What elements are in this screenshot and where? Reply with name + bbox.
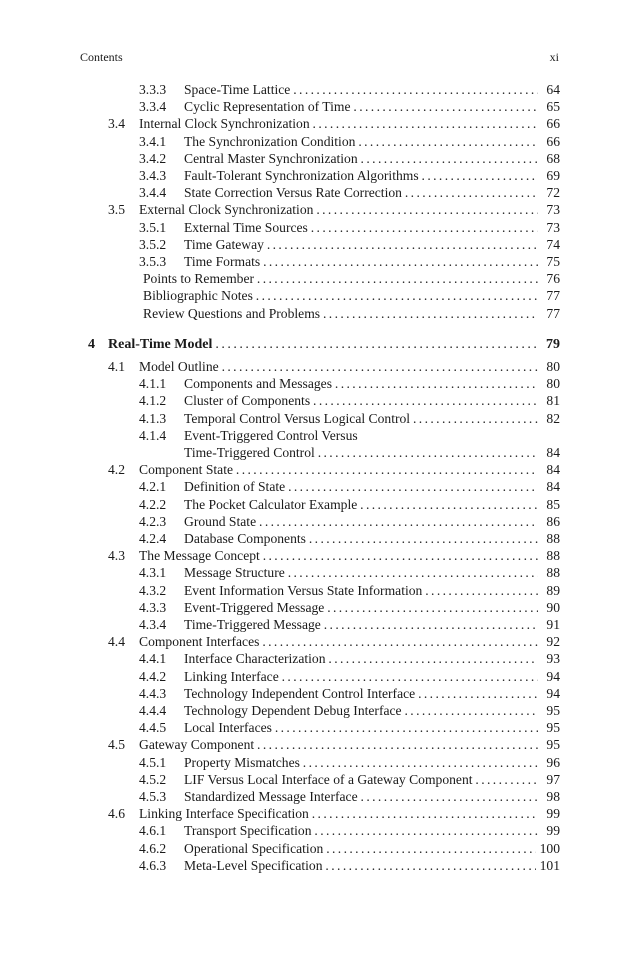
toc-entry-number: 3.3.4 xyxy=(139,99,167,115)
toc-entry-page: 85 xyxy=(542,496,560,514)
toc-entry-number: 4.6.2 xyxy=(139,840,167,856)
toc-subsection-entry[interactable] xyxy=(0,719,560,737)
toc-entry-title: Property Mismatches . . . xyxy=(184,754,538,772)
toc-entry-page: 77 xyxy=(542,305,560,323)
toc-subsection-entry[interactable] xyxy=(0,392,560,410)
toc-entry-title: Event Information Versus State Information . . . xyxy=(184,582,538,600)
toc-entry-number: 3.4.2 xyxy=(139,150,167,166)
toc-entry-page: 95 xyxy=(542,736,560,754)
toc-subsection-entry[interactable] xyxy=(0,650,560,668)
toc-entry-page: 96 xyxy=(542,754,560,772)
toc-entry-number: 4.4.3 xyxy=(139,685,167,701)
toc-entry-title: Components and Messages . . . xyxy=(184,375,538,393)
toc-subsection-entry[interactable] xyxy=(0,754,560,772)
toc-entry-number: 4.4 xyxy=(108,634,125,650)
toc-entry-number: 4.4.5 xyxy=(139,720,167,736)
toc-section-entry[interactable] xyxy=(0,805,560,823)
toc-entry-title: External Clock Synchronization . . . xyxy=(139,201,538,219)
toc-entry-number: 4.5 xyxy=(108,737,125,753)
toc-entry-title: Interface Characterization . . . xyxy=(184,650,538,668)
toc-entry-page: 88 xyxy=(542,530,560,548)
toc-subsection-entry[interactable] xyxy=(0,685,560,703)
toc-subsection-entry[interactable] xyxy=(0,253,560,271)
toc-entry-number: 3.3.3 xyxy=(139,82,167,97)
toc-entry-number: 4.2.4 xyxy=(139,531,167,546)
toc-subsection-entry[interactable] xyxy=(0,427,560,445)
toc-subsection-entry[interactable] xyxy=(0,410,560,428)
toc-entry-number: 4.4.4 xyxy=(139,703,167,718)
toc-entry-title: LIF Versus Local Interface of a Gateway Component . . . xyxy=(184,771,538,789)
toc-entry-title: Time-Triggered Control . . . xyxy=(184,444,538,462)
toc-entry-page: 82 xyxy=(542,410,560,428)
toc-entry-title: Database Components . . . xyxy=(184,530,538,548)
toc-subsection-entry[interactable] xyxy=(0,788,560,806)
toc-entry-title: Standardized Message Interface . . . xyxy=(184,788,538,806)
toc-entry-title: Component Interfaces . . . xyxy=(139,633,538,651)
toc-section-entry[interactable] xyxy=(0,358,560,376)
toc-entry-number: 4.1.2 xyxy=(139,393,167,409)
toc-entry-number: 4.6.1 xyxy=(139,823,167,839)
toc-entry-number: 4.3.3 xyxy=(139,599,167,615)
toc-entry-page: 99 xyxy=(542,822,560,840)
toc-entry-page: 68 xyxy=(542,150,560,168)
toc-entry-number: 3.4.1 xyxy=(139,133,167,149)
toc-entry-title: Cyclic Representation of Time . . . xyxy=(184,98,538,116)
toc-chapter-entry[interactable] xyxy=(0,336,560,354)
toc-entry-title: Time-Triggered Message . . . xyxy=(184,616,538,634)
toc-entry-page: 75 xyxy=(542,253,560,271)
toc-entry-page: 74 xyxy=(542,236,560,254)
toc-entry-page: 81 xyxy=(542,392,560,410)
toc-subsection-entry[interactable] xyxy=(0,444,560,462)
toc-entry-page: 84 xyxy=(542,444,560,462)
toc-entry-page: 94 xyxy=(542,685,560,703)
toc-subsection-entry[interactable] xyxy=(0,287,560,305)
toc-subsection-entry[interactable] xyxy=(0,822,560,840)
running-header-page-number: xi xyxy=(549,50,559,64)
toc-entry-title: Gateway Component . . . xyxy=(139,736,538,754)
toc-subsection-entry[interactable] xyxy=(0,840,560,858)
toc-entry-number: 3.4 xyxy=(108,116,125,132)
toc-entry-page: 69 xyxy=(542,167,560,185)
toc-subsection-entry[interactable] xyxy=(0,375,560,393)
toc-entry-page: 91 xyxy=(542,616,560,634)
toc-subsection-entry[interactable] xyxy=(0,219,560,237)
toc-entry-page: 98 xyxy=(542,788,560,806)
toc-section-entry[interactable] xyxy=(0,547,560,565)
toc-subsection-entry[interactable] xyxy=(0,150,560,168)
toc-subsection-entry[interactable] xyxy=(0,857,560,875)
toc-section-entry[interactable] xyxy=(0,115,560,133)
toc-entry-title: Cluster of Components . . . xyxy=(184,392,538,410)
toc-entry-number: 3.5.2 xyxy=(139,236,167,252)
toc-subsection-entry[interactable] xyxy=(0,668,560,686)
toc-entry-title: Ground State . . . xyxy=(184,513,538,531)
toc-entry-page: 100 xyxy=(536,840,560,858)
toc-subsection-entry[interactable] xyxy=(0,478,560,496)
toc-subsection-entry[interactable] xyxy=(0,270,560,288)
toc-entry-page: 73 xyxy=(542,201,560,219)
toc-subsection-entry[interactable] xyxy=(0,81,560,99)
toc-entry-title: Technology Independent Control Interface . . . xyxy=(184,685,538,703)
toc-section-entry[interactable] xyxy=(0,633,560,651)
toc-section-entry[interactable] xyxy=(0,201,560,219)
toc-entry-number: 4.1.4 xyxy=(139,427,167,443)
toc-entry-page: 95 xyxy=(542,719,560,737)
toc-entry-title: Technology Dependent Debug Interface . . . xyxy=(184,702,538,720)
toc-entry-number: 4 xyxy=(88,336,95,352)
toc-entry-page: 88 xyxy=(542,547,560,565)
toc-entry-title: Model Outline . . . xyxy=(139,358,538,376)
toc-subsection-entry[interactable] xyxy=(0,530,560,548)
toc-entry-page: 66 xyxy=(542,115,560,133)
toc-entry-title: Component State . . . xyxy=(139,461,538,479)
toc-entry-page: 76 xyxy=(542,270,560,288)
toc-entry-number: 4.2.1 xyxy=(139,479,167,495)
toc-entry-page: 95 xyxy=(542,702,560,720)
toc-entry-title: Space-Time Lattice . . . xyxy=(184,81,538,99)
toc-subsection-entry[interactable] xyxy=(0,496,560,514)
toc-entry-title: Event-Triggered Message . . . xyxy=(184,599,538,617)
toc-entry-page: 93 xyxy=(542,650,560,668)
toc-subsection-entry[interactable] xyxy=(0,513,560,531)
toc-entry-page: 66 xyxy=(542,133,560,151)
toc-section-entry[interactable] xyxy=(0,736,560,754)
toc-entry-title: Event-Triggered Control Versus xyxy=(184,427,358,443)
toc-entry-number: 4.3.4 xyxy=(139,617,167,632)
toc-entry-title: The Message Concept . . . xyxy=(139,547,538,565)
toc-entry-title: Points to Remember . . . xyxy=(143,270,538,288)
toc-entry-number: 4.2 xyxy=(108,462,125,478)
toc-entry-number: 4.4.2 xyxy=(139,668,167,684)
toc-entry-number: 3.5.1 xyxy=(139,219,167,235)
toc-entry-number: 3.4.4 xyxy=(139,185,167,201)
toc-entry-number: 4.5.2 xyxy=(139,771,167,787)
toc-entry-number: 4.2.2 xyxy=(139,496,167,512)
toc-entry-title: Operational Specification . . . xyxy=(184,840,538,858)
toc-subsection-entry[interactable] xyxy=(0,98,560,116)
toc-entry-number: 4.6.3 xyxy=(139,857,167,873)
toc-entry-title: Linking Interface . . . xyxy=(184,668,538,686)
toc-entry-page: 73 xyxy=(542,219,560,237)
toc-entry-page: 90 xyxy=(542,599,560,617)
toc-entry-page: 88 xyxy=(542,564,560,582)
toc-entry-number: 4.3.2 xyxy=(139,582,167,598)
toc-entry-number: 4.2.3 xyxy=(139,513,167,529)
toc-subsection-entry[interactable] xyxy=(0,184,560,202)
toc-subsection-entry[interactable] xyxy=(0,616,560,634)
toc-entry-title: The Pocket Calculator Example . . . xyxy=(184,496,538,514)
toc-subsection-entry[interactable] xyxy=(0,133,560,151)
toc-subsection-entry[interactable] xyxy=(0,702,560,720)
running-header-title: Contents xyxy=(80,50,123,64)
toc-entry-number: 4.3 xyxy=(108,548,125,564)
toc-entry-page: 80 xyxy=(542,358,560,376)
toc-subsection-entry[interactable] xyxy=(0,771,560,789)
toc-entry-number: 3.5.3 xyxy=(139,254,167,269)
toc-entry-page: 101 xyxy=(536,857,560,875)
toc-entry-title: Temporal Control Versus Logical Control . . . xyxy=(184,410,538,428)
toc-entry-number: 4.1 xyxy=(108,359,125,374)
toc-entry-title: Message Structure . . . xyxy=(184,564,538,582)
toc-entry-number: 4.5.3 xyxy=(139,789,167,804)
toc-entry-title: Meta-Level Specification . . . xyxy=(184,857,538,875)
toc-entry-page: 80 xyxy=(542,375,560,393)
toc-subsection-entry[interactable] xyxy=(0,167,560,185)
toc-entry-page: 86 xyxy=(542,513,560,531)
toc-entry-number: 4.4.1 xyxy=(139,651,167,667)
toc-entry-title: Transport Specification . . . xyxy=(184,822,538,840)
toc-section-entry[interactable] xyxy=(0,461,560,479)
toc-subsection-entry[interactable] xyxy=(0,582,560,600)
toc-entry-number: 4.1.1 xyxy=(139,376,167,392)
toc-entry-title: Time Gateway . . . xyxy=(184,236,538,254)
toc-entry-page: 89 xyxy=(542,582,560,600)
toc-subsection-entry[interactable] xyxy=(0,599,560,617)
toc-entry-number: 4.3.1 xyxy=(139,565,167,581)
toc-entry-number: 3.4.3 xyxy=(139,168,167,183)
toc-entry-number: 3.5 xyxy=(108,202,125,218)
toc-entry-page: 79 xyxy=(542,336,560,354)
toc-entry-title: Time Formats . . . xyxy=(184,253,538,271)
toc-entry-number: 4.1.3 xyxy=(139,410,167,426)
toc-entry-page: 72 xyxy=(542,184,560,202)
toc-entry-title: Internal Clock Synchronization . . . xyxy=(139,115,538,133)
toc-subsection-entry[interactable] xyxy=(0,564,560,582)
toc-entry-title: Fault-Tolerant Synchronization Algorithms . . . xyxy=(184,167,538,185)
toc-entry-page: 84 xyxy=(542,461,560,479)
toc-entry-page: 77 xyxy=(542,287,560,305)
toc-entry-title: Central Master Synchronization . . . xyxy=(184,150,538,168)
toc-entry-title: External Time Sources . . . xyxy=(184,219,538,237)
toc-entry-page: 65 xyxy=(542,98,560,116)
toc-entry-page: 92 xyxy=(542,633,560,651)
toc-entry-title: Review Questions and Problems . . . xyxy=(143,305,538,323)
toc-subsection-entry[interactable] xyxy=(0,236,560,254)
toc-entry-title: Real-Time Model . . . xyxy=(108,336,538,354)
toc-entry-page: 64 xyxy=(542,81,560,99)
toc-entry-title: Bibliographic Notes . . . xyxy=(143,287,538,305)
toc-entry-number: 4.5.1 xyxy=(139,754,167,770)
toc-entry-title: State Correction Versus Rate Correction . . . xyxy=(184,184,538,202)
toc-subsection-entry[interactable] xyxy=(0,305,560,323)
toc-entry-title: Definition of State . . . xyxy=(184,478,538,496)
toc-entry-page: 99 xyxy=(542,805,560,823)
toc-entry-page: 94 xyxy=(542,668,560,686)
toc-entry-number: 4.6 xyxy=(108,806,125,822)
toc-entry-title: The Synchronization Condition . . . xyxy=(184,133,538,151)
toc-entry-title: Local Interfaces . . . xyxy=(184,719,538,737)
toc-entry-title: Linking Interface Specification . . . xyxy=(139,805,538,823)
toc-entry-page: 97 xyxy=(542,771,560,789)
toc-entry-page: 84 xyxy=(542,478,560,496)
